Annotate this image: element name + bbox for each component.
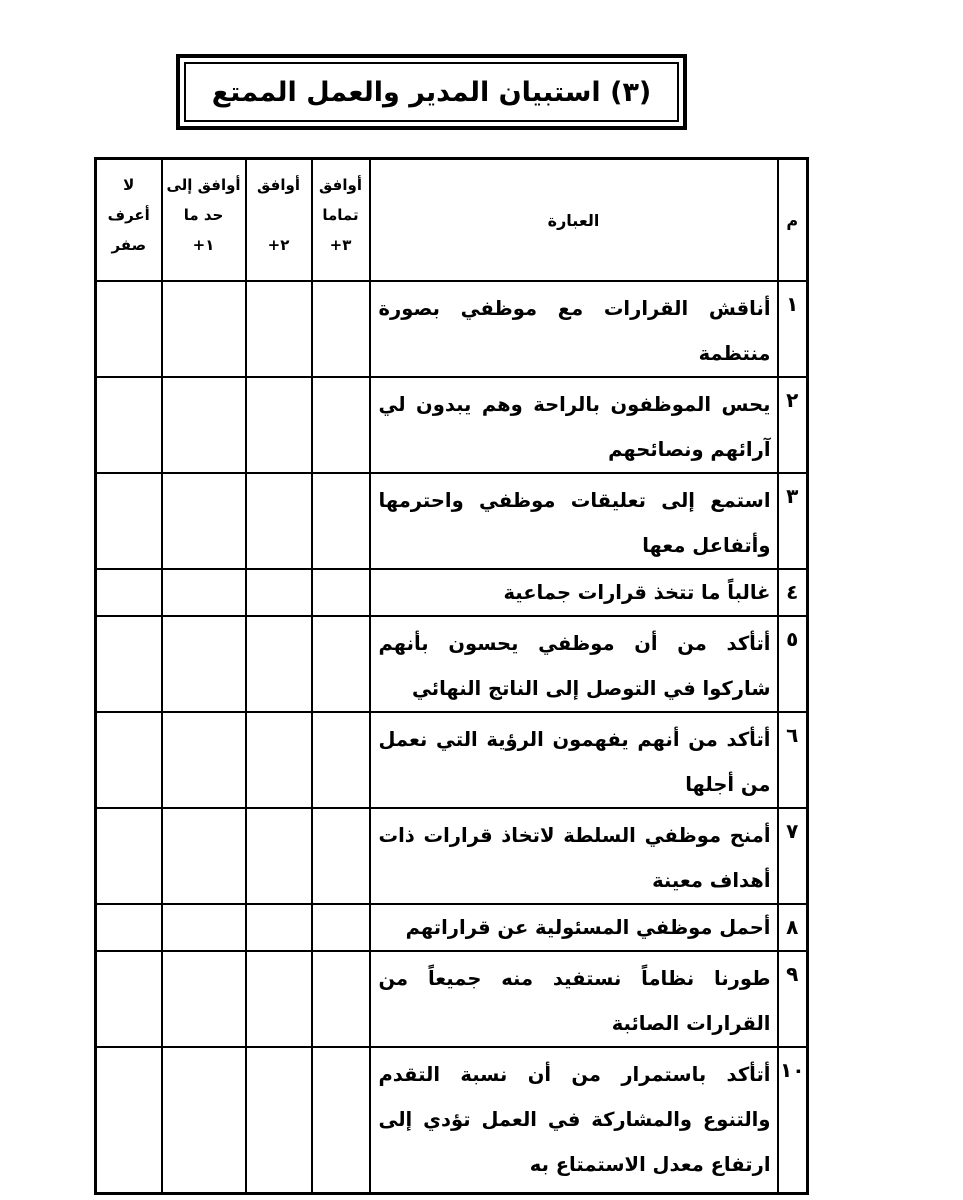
table-row [96,712,808,808]
answer-cell-dont-know[interactable] [96,569,162,616]
answer-cell-strongly-agree[interactable] [312,377,370,473]
header-number: م [778,159,808,282]
answer-cell-dont-know[interactable] [96,904,162,951]
page-title: (٣) استبيان المدير والعمل الممتع [184,62,679,122]
header-rating-line1: أوافق [319,176,362,194]
questionnaire-table [94,157,809,1195]
row-number: ٣ [778,473,808,569]
header-rating-score: ٣+ [329,236,352,254]
row-number: ٧ [778,808,808,904]
table-row [96,473,808,569]
answer-cell-somewhat-agree[interactable] [162,904,246,951]
answer-cell-strongly-agree[interactable] [312,616,370,712]
answer-cell-somewhat-agree[interactable] [162,569,246,616]
header-rating-line1: لا [123,176,135,194]
answer-cell-agree[interactable] [246,904,312,951]
header-rating-strongly-agree [312,159,370,282]
row-number: ٦ [778,712,808,808]
table-row [96,281,808,377]
row-number: ٤ [778,569,808,616]
row-number: ٨ [778,904,808,951]
answer-cell-dont-know[interactable] [96,951,162,1047]
header-row [96,159,808,282]
title-frame [176,54,687,130]
answer-cell-dont-know[interactable] [96,281,162,377]
header-rating-dont-know [96,159,162,282]
header-rating-line1: أوافق [257,176,300,194]
answer-cell-dont-know[interactable] [96,473,162,569]
row-number: ٥ [778,616,808,712]
answer-cell-somewhat-agree[interactable] [162,616,246,712]
header-rating-agree [246,159,312,282]
answer-cell-somewhat-agree[interactable] [162,377,246,473]
answer-cell-strongly-agree[interactable] [312,808,370,904]
header-rating-line1: أوافق إلى [166,176,241,194]
table-row [96,951,808,1047]
table-row [96,1047,808,1193]
answer-cell-agree[interactable] [246,569,312,616]
answer-cell-agree[interactable] [246,712,312,808]
answer-cell-somewhat-agree[interactable] [162,473,246,569]
answer-cell-strongly-agree[interactable] [312,473,370,569]
row-statement: طورنا نظاماً نستفيد منه جميعاً من القرارات الصائبة [370,951,778,1047]
table-row [96,569,808,616]
answer-cell-agree[interactable] [246,808,312,904]
answer-cell-dont-know[interactable] [96,377,162,473]
answer-cell-strongly-agree[interactable] [312,281,370,377]
header-rating-line2 [247,200,311,230]
row-statement: أتأكد من أنهم يفهمون الرؤية التي نعمل من أجلها [370,712,778,808]
row-statement: استمع إلى تعليقات موظفي واحترمها وأتفاعل معها [370,473,778,569]
answer-cell-agree[interactable] [246,377,312,473]
header-statement: العبارة [370,159,778,282]
header-rating-score: ١+ [192,236,215,254]
header-rating-line2: حد ما [183,206,224,224]
table-row [96,377,808,473]
table-row [96,616,808,712]
row-statement: أناقش القرارات مع موظفي بصورة منتظمة [370,281,778,377]
answer-cell-dont-know[interactable] [96,712,162,808]
answer-cell-somewhat-agree[interactable] [162,712,246,808]
answer-cell-strongly-agree[interactable] [312,951,370,1047]
header-rating-score: صفر [111,236,147,254]
row-statement: أتأكد باستمرار من أن نسبة التقدم والتنوع والمشاركة في العمل تؤدي إلى ارتفاع معدل الاستمتاع به [370,1047,778,1193]
answer-cell-strongly-agree[interactable] [312,904,370,951]
answer-cell-somewhat-agree[interactable] [162,281,246,377]
table-row [96,904,808,951]
answer-cell-agree[interactable] [246,473,312,569]
header-rating-score: ٢+ [267,236,290,254]
row-statement: يحس الموظفون بالراحة وهم يبدون لي آرائهم ونصائحهم [370,377,778,473]
answer-cell-somewhat-agree[interactable] [162,808,246,904]
row-number: ١٠ [778,1047,808,1193]
answer-cell-dont-know[interactable] [96,808,162,904]
row-statement: أمنح موظفي السلطة لاتخاذ قرارات ذات أهداف معينة [370,808,778,904]
answer-cell-agree[interactable] [246,616,312,712]
answer-cell-agree[interactable] [246,1047,312,1193]
answer-cell-dont-know[interactable] [96,1047,162,1193]
answer-cell-strongly-agree[interactable] [312,1047,370,1193]
row-number: ١ [778,281,808,377]
answer-cell-agree[interactable] [246,951,312,1047]
answer-cell-somewhat-agree[interactable] [162,1047,246,1193]
header-rating-line2: أعرف [107,206,150,224]
answer-cell-dont-know[interactable] [96,616,162,712]
answer-cell-agree[interactable] [246,281,312,377]
answer-cell-strongly-agree[interactable] [312,569,370,616]
answer-cell-strongly-agree[interactable] [312,712,370,808]
header-rating-somewhat-agree [162,159,246,282]
row-statement: أتأكد من أن موظفي يحسون بأنهم شاركوا في التوصل إلى الناتج النهائي [370,616,778,712]
table-row [96,808,808,904]
header-rating-line2: تماما [322,206,359,224]
row-statement: أحمل موظفي المسئولية عن قراراتهم [370,904,778,951]
answer-cell-somewhat-agree[interactable] [162,951,246,1047]
row-number: ٢ [778,377,808,473]
row-number: ٩ [778,951,808,1047]
row-statement: غالباً ما تتخذ قرارات جماعية [370,569,778,616]
